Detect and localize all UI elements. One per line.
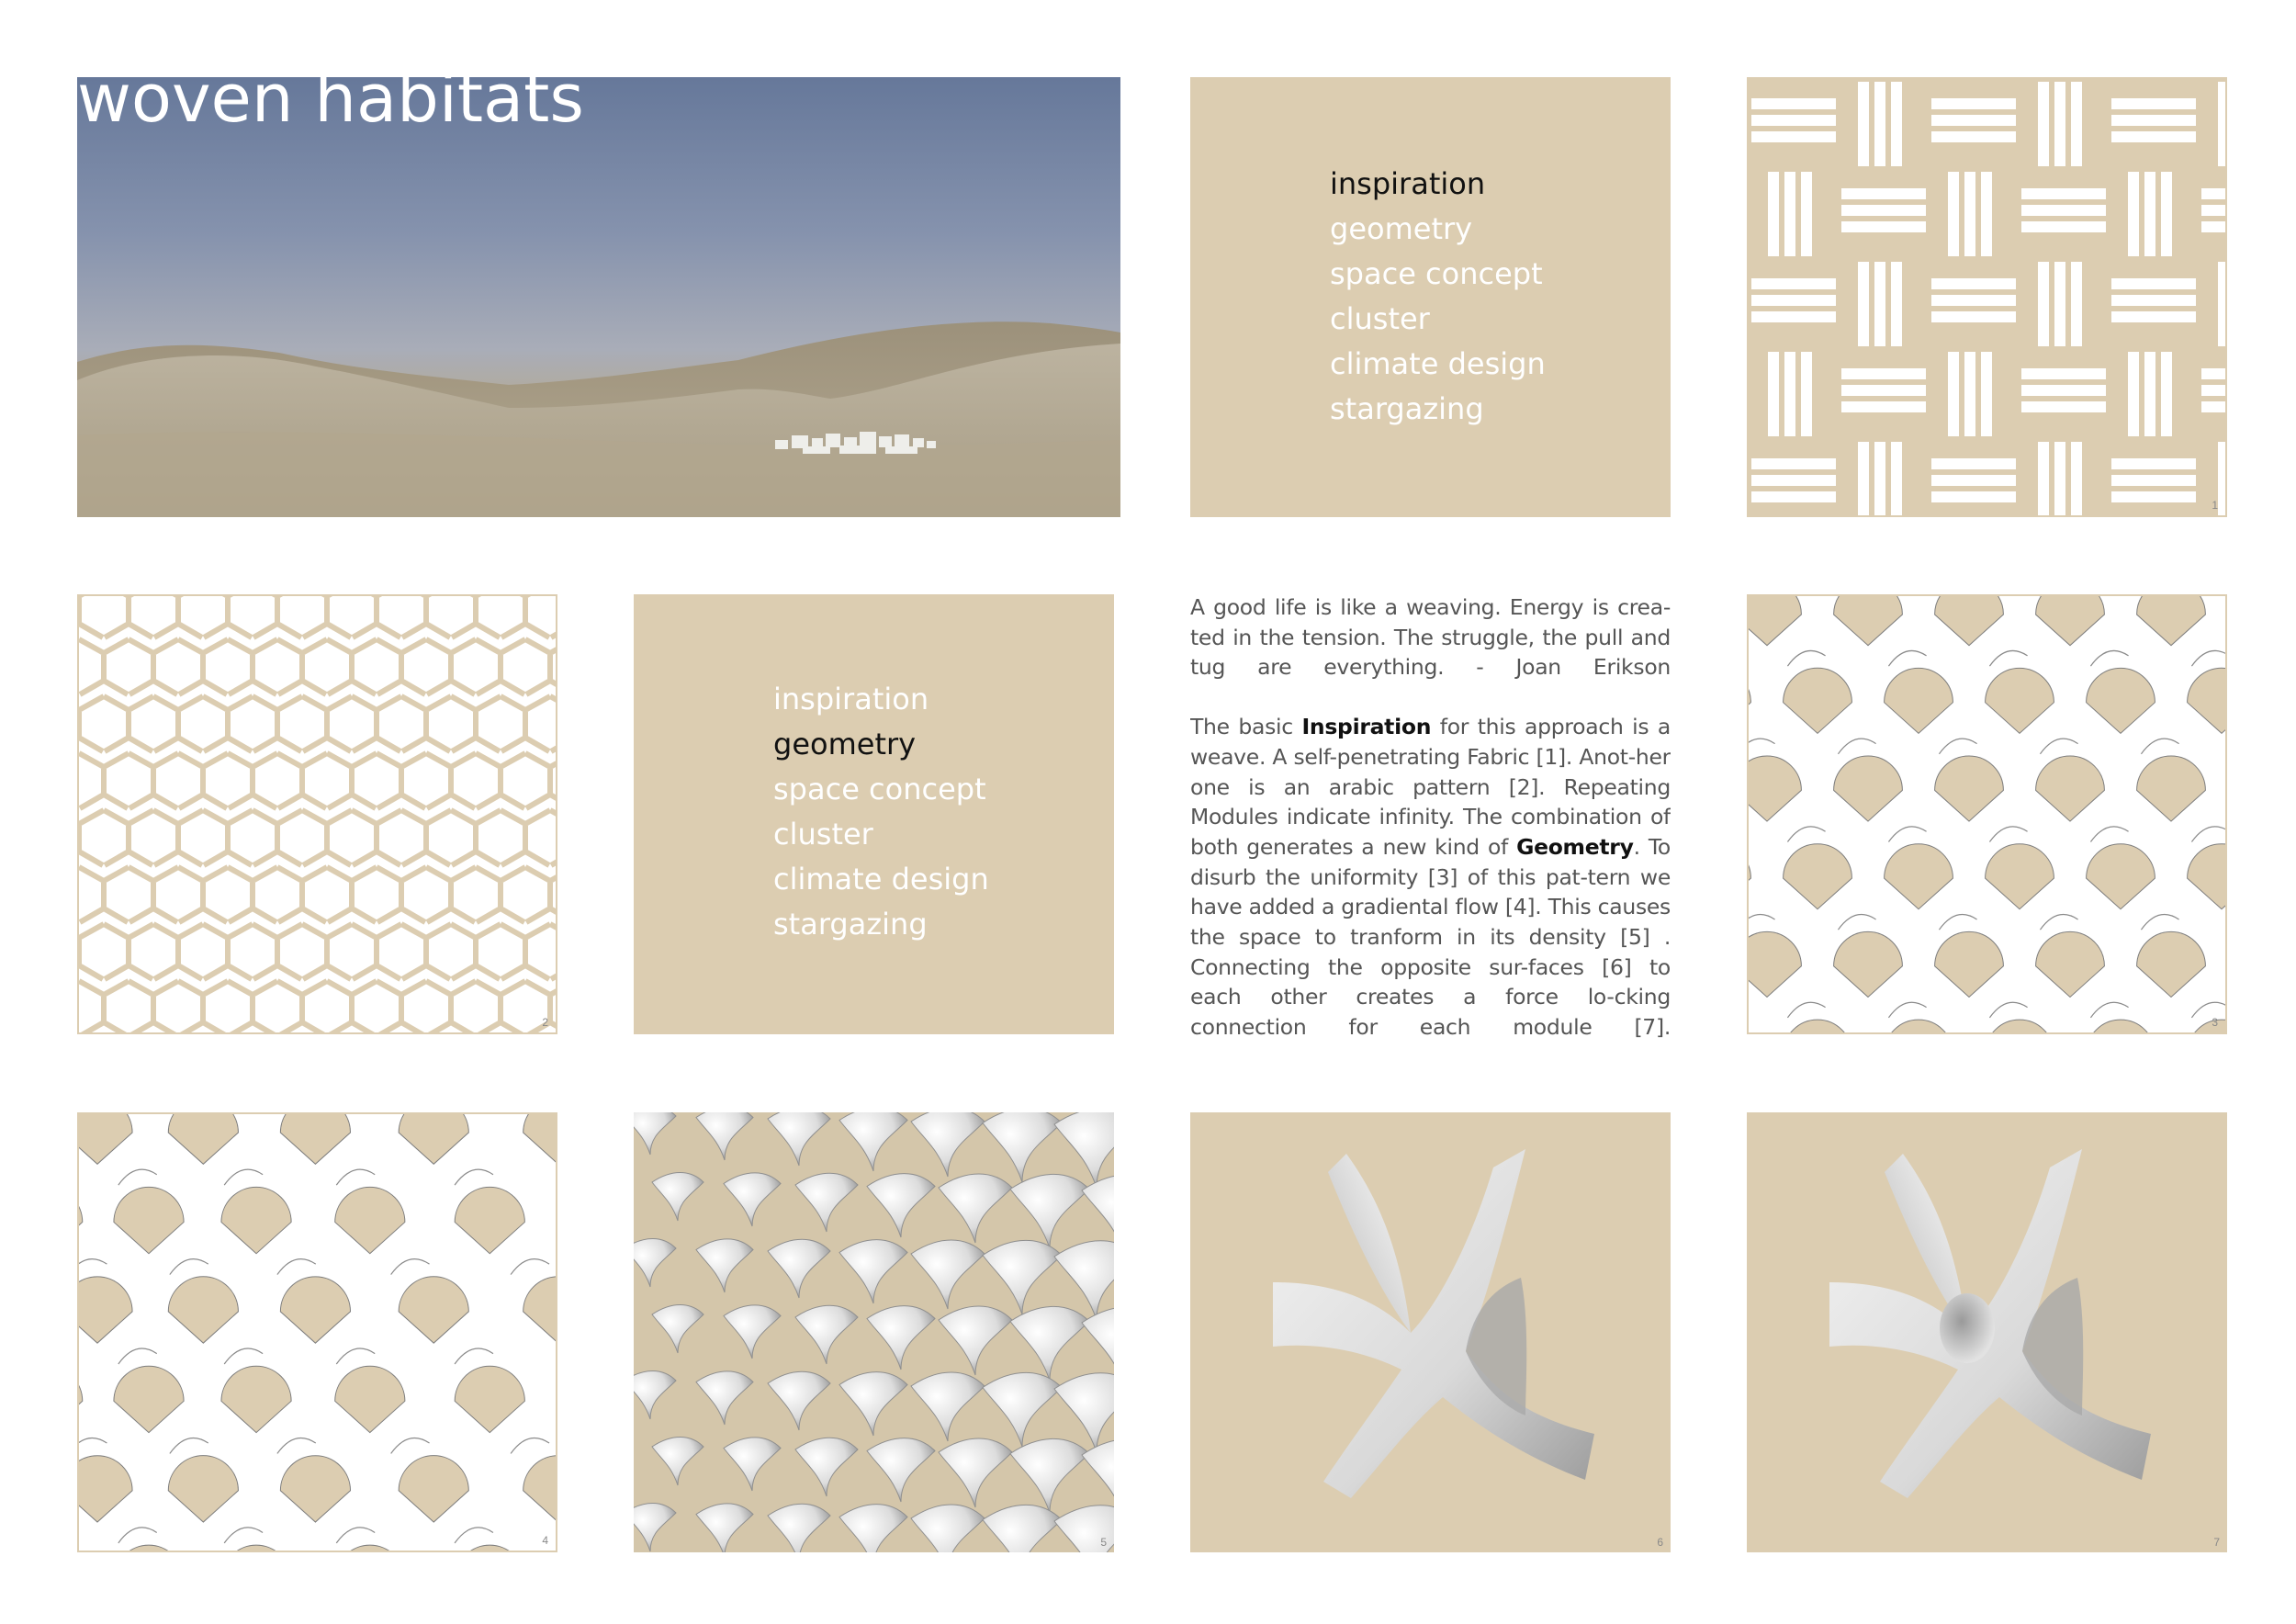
- module-connection-render-figure: [1747, 1112, 2227, 1552]
- uniform-pattern-figure: [1747, 594, 2227, 1034]
- section-menu: [773, 677, 989, 947]
- figure-number: 2: [542, 1016, 548, 1029]
- menu-item-inspiration[interactable]: inspiration: [773, 682, 929, 716]
- figure-number: 6: [1657, 1536, 1663, 1549]
- menu-item-space-concept[interactable]: space concept: [773, 772, 986, 806]
- body-text-part: for this approach is a weave. A self-penetrating Fabric [1]. Anot-her one is an arabic pattern [2]. Repeating Modules indicate infinity. The combination of both generates a new kind of: [1190, 714, 1671, 860]
- figure-number: 5: [1100, 1536, 1107, 1549]
- section-menu: [1330, 162, 1546, 432]
- menu-item-geometry[interactable]: geometry: [1330, 211, 1473, 246]
- hero-image: [77, 77, 1120, 517]
- figure-number: 4: [542, 1534, 548, 1547]
- connected-module-render: [1747, 1112, 2227, 1552]
- figure-number: 3: [2212, 1016, 2218, 1029]
- menu-panel-inspiration: [1190, 77, 1671, 517]
- quote-paragraph: A good life is like a weaving. Energy is crea-ted in the tension. The struggle, the pull and tug are everything. - Joan Erikson: [1190, 594, 1671, 681]
- desert-landscape-illustration: [77, 77, 1120, 517]
- menu-item-climate-design[interactable]: climate design: [773, 862, 989, 897]
- gradient-pattern-figure: [77, 1112, 557, 1552]
- module-render-figure: [1190, 1112, 1671, 1552]
- menu-item-cluster[interactable]: cluster: [773, 817, 873, 851]
- keyword-geometry: Geometry: [1516, 833, 1634, 860]
- weave-pattern-figure: [1747, 77, 2227, 517]
- figure-number: 1: [2212, 499, 2218, 512]
- menu-item-cluster[interactable]: cluster: [1330, 301, 1430, 336]
- arabic-pattern-illustration: [79, 596, 556, 1032]
- uniform-pattern-illustration: [1749, 596, 2225, 1032]
- module-field-render: [634, 1112, 1114, 1552]
- body-paragraph: [1190, 712, 1671, 1043]
- body-text-part: . To disurb the uniformity [3] of this pat-tern we have added a gradiental flow [4]. This causes the space to tranform in its density [5] . Connecting the opposite sur-faces [6] to each other creates a force lo-cking connection for each module [7].: [1190, 833, 1671, 1041]
- density-render-figure: [634, 1112, 1114, 1552]
- figure-number: 7: [2213, 1536, 2220, 1549]
- keyword-inspiration: Inspiration: [1301, 714, 1432, 740]
- menu-panel-geometry: [634, 594, 1114, 1034]
- description-text: [1190, 592, 1671, 1052]
- menu-item-space-concept[interactable]: space concept: [1330, 256, 1543, 291]
- gradient-pattern-illustration: [79, 1114, 556, 1551]
- arabic-pattern-figure: [77, 594, 557, 1034]
- menu-item-stargazing[interactable]: stargazing: [773, 907, 928, 942]
- menu-item-climate-design[interactable]: climate design: [1330, 346, 1546, 381]
- single-module-render: [1190, 1112, 1671, 1552]
- menu-item-stargazing[interactable]: stargazing: [1330, 391, 1484, 426]
- menu-item-inspiration[interactable]: inspiration: [1330, 166, 1486, 201]
- menu-item-geometry[interactable]: geometry: [773, 727, 917, 761]
- page-title: woven habitats: [77, 60, 584, 137]
- body-text-part: The basic: [1190, 714, 1302, 740]
- weave-pattern-illustration: [1749, 79, 2225, 515]
